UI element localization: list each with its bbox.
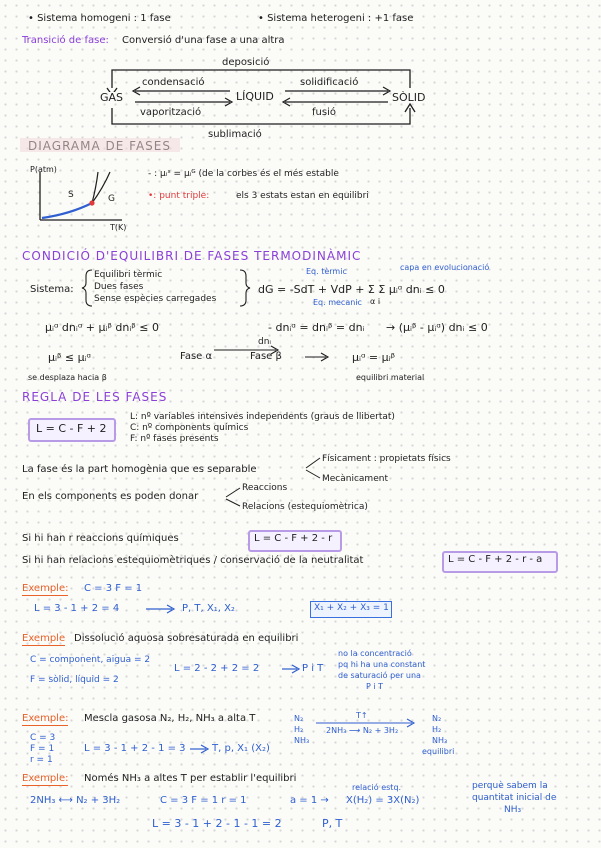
shift-to-beta-note: se desplaza hacia β — [28, 373, 107, 382]
example-3-species-right-3: NH₃ — [432, 736, 448, 745]
material-equilibrium-note: equilibri material — [356, 373, 425, 382]
example-1-calculation: L = 3 - 1 + 2 = 4 — [34, 603, 120, 614]
liquid-state: LÍQUID — [236, 90, 274, 103]
example-1-variables: P, T, X₁, X₂ — [182, 603, 235, 614]
chemical-potential-sum: μᵢᵅ dnᵢᵅ + μᵢᵝ dnᵢᵝ ≤ 0 — [45, 321, 159, 334]
example-4-stoich-note: relació estq. — [352, 783, 402, 792]
example-4-note-1: perquè sabem la — [472, 781, 548, 791]
pressure-axis-label: P(atm) — [30, 165, 57, 174]
gas-state: GAS — [100, 91, 124, 104]
example-3-label: Exemple: — [22, 713, 69, 724]
example-3-description: Mescla gasosa N₂, H₂, NH₃ a alta T — [84, 713, 256, 724]
example-3-species-left-3: NH₃ — [294, 736, 310, 745]
example-2-components: C = component, aigua = 2 — [30, 655, 151, 665]
example-4-note-2: quantitat inicial de — [472, 793, 557, 803]
example-3-phases: F = 1 — [30, 744, 55, 754]
example-3-species-left-2: H₂ — [294, 725, 304, 734]
phase-transition-label: Transició de fase: — [22, 35, 109, 46]
triple-point-definition: els 3 estats estan en equilibri — [236, 191, 369, 201]
example-3-components: C = 3 — [30, 733, 56, 743]
potential-inequality: μᵢᵝ ≤ μᵢᵅ — [48, 351, 92, 364]
relations-option: Relacions (estequiomètrica) — [242, 502, 368, 512]
system-condition-2: Dues fases — [94, 282, 144, 292]
example-3-variables: T, p, X₁ (X₂) — [212, 743, 270, 754]
fusion-label: fusió — [312, 107, 336, 118]
example-3-species-left-1: N₂ — [294, 714, 304, 723]
phase-transition-definition: Conversió d'una fase a una altra — [122, 35, 285, 46]
system-label: Sistema: — [30, 284, 74, 295]
system-condition-1: Equilibri tèrmic — [94, 270, 163, 280]
example-4-note-3: NH₃ — [504, 805, 522, 815]
phase-definition: La fase és la part homogènia que es separable — [22, 464, 257, 475]
example-3-temperature-up: T↑ — [356, 711, 368, 720]
example-2-calculation: L = 2 - 2 + 2 = 2 — [174, 663, 260, 674]
f-definition: F: nº fases presents — [130, 434, 219, 444]
sum-subscripts: α i — [370, 297, 381, 306]
example-4-relations: a = 1 → — [290, 795, 329, 806]
solidification-label: solidificació — [300, 77, 359, 88]
vaporization-label: vaporització — [140, 107, 202, 118]
potential-difference-inequality: → (μᵢᵝ - μᵢᵅ) dnᵢ ≤ 0 — [386, 321, 488, 334]
example-2-note-1: no la concentració — [338, 649, 412, 658]
equilibrium-condition-title: CONDICIÓ D'EQUILIBRI DE FASES TERMODINÀMIC — [22, 249, 362, 263]
reaction-rule-formula: L = C - F + 2 - r — [254, 533, 333, 544]
example-1-constraint: X₁ + X₂ + X₃ = 1 — [314, 603, 389, 613]
phase-beta-label: Fase β — [250, 351, 282, 362]
example-4-label: Exemple: — [22, 773, 69, 784]
example-1-label: Exemple: — [22, 583, 69, 594]
reactions-condition: Si hi han r reaccions químiques — [22, 533, 179, 544]
potential-equality: μᵢᵅ = μᵢᵝ — [352, 351, 396, 364]
gas-region-label: G — [108, 194, 115, 204]
gibbs-energy-equation: dG = -SdT + VdP + Σ Σ μᵢᵅ dnᵢ ≤ 0 — [258, 283, 445, 296]
mechanical-equilibrium-note: Eq. mecanic — [313, 298, 362, 307]
example-4-cfr: C = 3 F = 1 r = 1 — [160, 795, 247, 806]
homogeneous-system-note: • Sistema homogeni : 1 fase — [28, 13, 171, 24]
coexistence-line-note: - : μᵢˢ = μᵢᴳ (de la corbes és el més estable — [148, 169, 339, 179]
example-2-note-2: pq hi ha una constant — [338, 660, 426, 669]
sublimation-label: sublimació — [208, 129, 262, 140]
example-2-note-4: P i T — [366, 682, 384, 691]
l-definition: L: nº variables intensives independents (graus de llibertat) — [130, 412, 395, 422]
phase-rule-title: REGLA DE LES FASES — [22, 390, 168, 404]
reactions-option: Reaccions — [242, 483, 288, 493]
physical-separation: Físicament : propietats físics — [322, 454, 451, 464]
solid-region-label: S — [68, 190, 74, 200]
example-4-reaction: 2NH₃ ⟷ N₂ + 3H₂ — [30, 795, 121, 806]
example-3-species-right-2: H₂ — [432, 725, 442, 734]
example-3-reactions: r = 1 — [30, 755, 53, 765]
condensation-label: condensació — [142, 77, 205, 88]
relations-condition: Si hi han relacions estequiomètriques / conservació de la neutralitat — [22, 555, 364, 566]
example-1-components: C = 3 F = 1 — [84, 583, 143, 594]
phase-alpha-label: Fase α — [180, 351, 213, 362]
thermal-equilibrium-note: Eq. tèrmic — [306, 267, 347, 276]
triple-point-label: •: punt triple: — [148, 191, 210, 201]
mechanical-separation: Mecànicament — [322, 474, 388, 484]
example-2-phases: F = sòlid, líquid = 2 — [30, 675, 119, 685]
example-2-label: Exemple — [22, 633, 66, 644]
mole-transfer-relation: - dnᵢᵅ = dnᵢᵝ = dnᵢ — [268, 321, 365, 334]
deposition-label: deposició — [222, 57, 270, 68]
relation-rule-formula: L = C - F + 2 - r - a — [448, 554, 543, 565]
system-condition-3: Sense espècies carregades — [94, 294, 217, 304]
temperature-axis-label: T(K) — [110, 223, 127, 232]
example-3-calculation: L = 3 - 1 + 2 - 1 = 3 — [84, 743, 186, 754]
example-2-description: Dissolució aquosa sobresaturada en equilibri — [74, 633, 299, 644]
mole-transfer-label: dnᵢ — [258, 337, 272, 347]
example-2-variables: P i T — [302, 663, 324, 674]
example-4-calculation: L = 3 - 1 + 2 - 1 - 1 = 2 — [152, 817, 282, 830]
example-3-reaction: 2NH₃ ⟶ N₂ + 3H₂ — [326, 726, 399, 735]
solid-state: SÒLID — [392, 91, 426, 104]
example-3-equilibrium: equilibri — [422, 747, 455, 756]
example-3-species-right-1: N₂ — [432, 714, 442, 723]
example-4-variables: P, T — [322, 817, 343, 830]
components-note: En els components es poden donar — [22, 491, 199, 502]
evolving-layer-note: capa en evolucionació — [400, 263, 490, 272]
heterogeneous-system-note: • Sistema heterogeni : +1 fase — [258, 13, 414, 24]
example-2-note-3: de saturació per una — [338, 671, 421, 680]
phase-rule-formula: L = C - F + 2 — [36, 422, 107, 435]
example-4-description: Només NH₃ a altes T per establir l'equilibri — [84, 773, 297, 784]
c-definition: C: nº components químics — [130, 423, 249, 433]
example-4-mole-relation: X(H₂) = 3X(N₂) — [346, 795, 420, 806]
